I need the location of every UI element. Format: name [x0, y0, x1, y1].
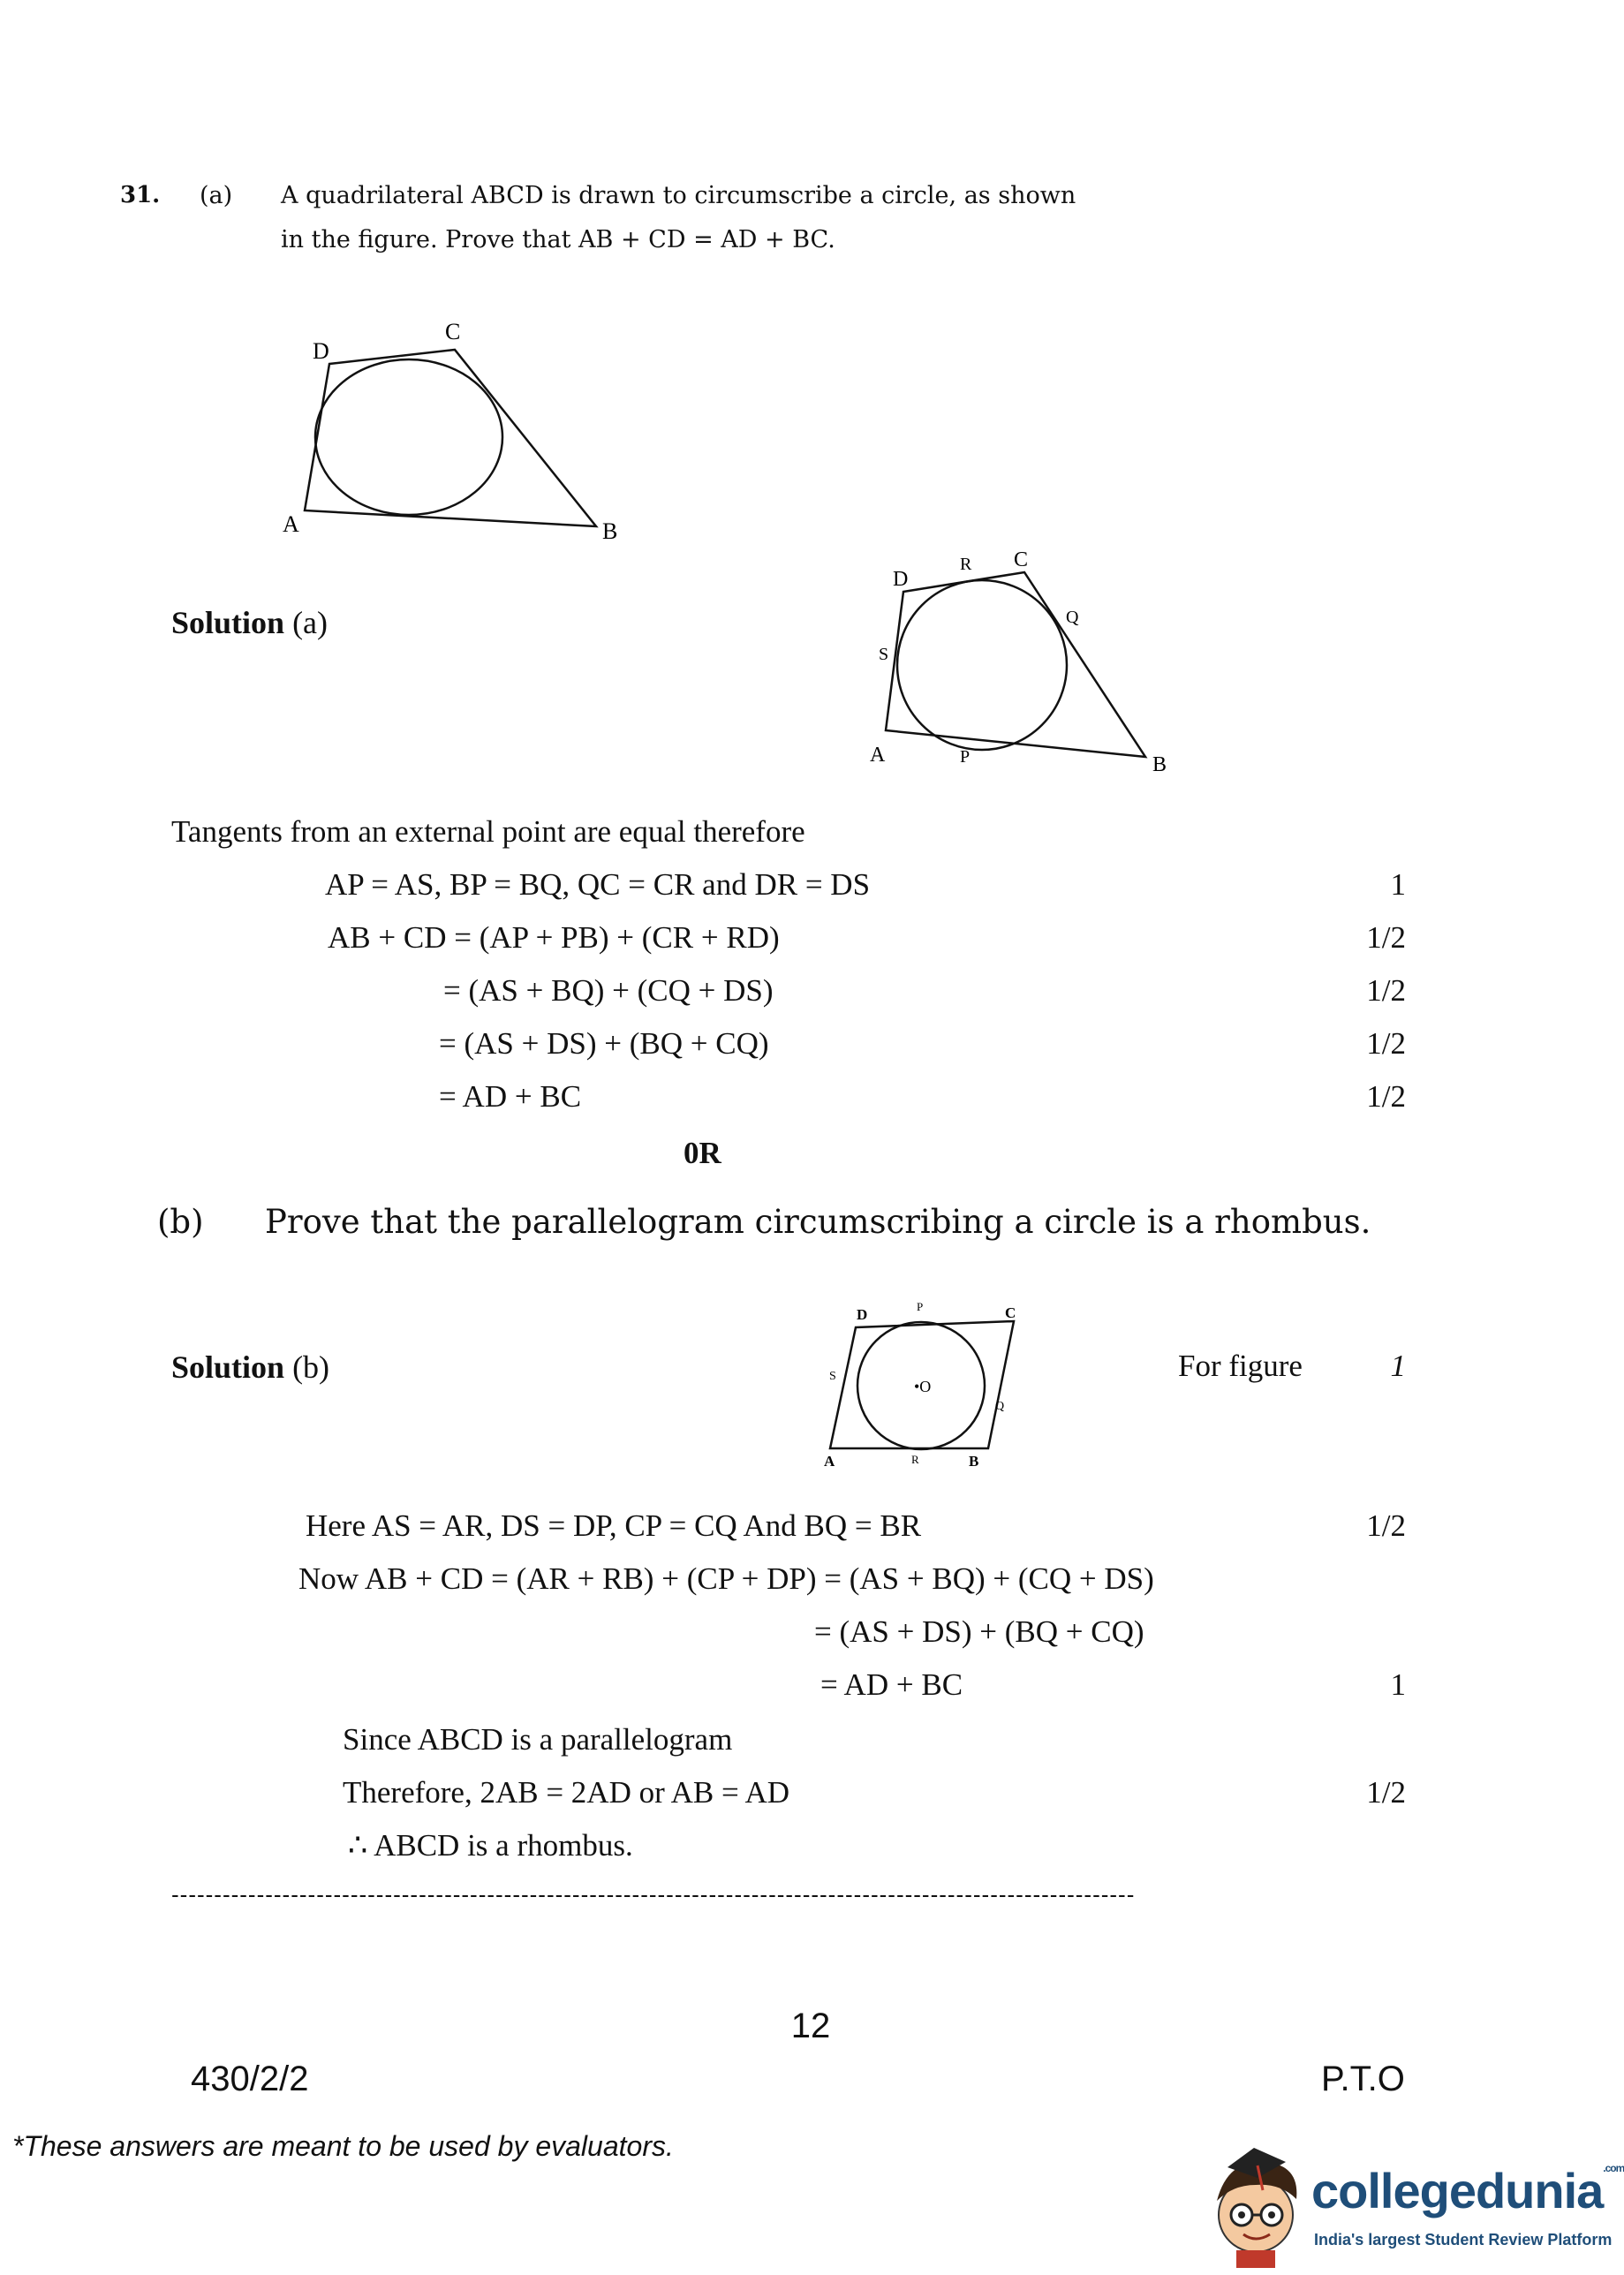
solution-a-intro: Tangents from an external point are equal therefore — [171, 814, 805, 849]
mascot-icon — [1201, 2144, 1316, 2268]
sol-b-label-q: Q — [995, 1400, 1005, 1413]
question-quadrilateral-figure — [265, 318, 653, 548]
brand-name-text: collegedunia — [1311, 2163, 1604, 2218]
solution-a-mark: 1/2 — [1366, 973, 1406, 1008]
sol-label-s: S — [879, 645, 889, 664]
solution-b-mark: 1/2 — [1366, 1508, 1406, 1543]
for-figure-mark: 1 — [1390, 1349, 1406, 1383]
figure-label-a: A — [283, 511, 299, 537]
evaluator-note: *These answers are meant to be used by evaluators. — [12, 2130, 674, 2162]
solution-b-heading — [171, 1349, 329, 1386]
brand-suffix: .com — [1603, 2162, 1624, 2174]
solution-a-heading — [171, 604, 328, 641]
solution-b-step: Since ABCD is a parallelogram — [343, 1722, 733, 1757]
solution-b-figure — [817, 1298, 1038, 1475]
solution-a-mark: 1 — [1390, 867, 1406, 902]
sol-b-label-a: A — [824, 1453, 835, 1470]
solution-a-step: = (AS + DS) + (BQ + CQ) — [439, 1026, 769, 1061]
figure-label-d: D — [313, 338, 329, 364]
solution-b-mark: 1 — [1390, 1667, 1406, 1702]
sol-label-p: P — [960, 747, 971, 767]
solution-a-title: Solution — [171, 605, 285, 640]
question-number: 31. — [120, 182, 161, 208]
solution-a-part: (a) — [292, 605, 329, 640]
solution-circle — [897, 580, 1067, 750]
solution-b-step: ∴ ABCD is a rhombus. — [348, 1828, 633, 1863]
solution-b-part: (b) — [292, 1349, 330, 1385]
solution-a-step: AP = AS, BP = BQ, QC = CR and DR = DS — [325, 867, 871, 902]
solution-b-step: Now AB + CD = (AR + RB) + (CP + DP) = (AS + BQ) + (CQ + DS) — [298, 1561, 1154, 1596]
solution-a-mark: 1/2 — [1366, 1079, 1406, 1114]
figure-label-c: C — [445, 319, 461, 344]
sol-label-q: Q — [1066, 608, 1079, 627]
solution-a-step: AB + CD = (AP + PB) + (CR + RD) — [328, 920, 780, 955]
sol-b-label-b: B — [969, 1453, 979, 1470]
question-part-a-text-line1: A quadrilateral ABCD is drawn to circumscribe a circle, as shown — [281, 182, 1076, 209]
for-figure-label: For figure — [1178, 1349, 1303, 1383]
solution-b-step: Here AS = AR, DS = DP, CP = CQ And BQ = BR — [306, 1508, 922, 1543]
question-part-a-text-line2: in the figure. Prove that AB + CD = AD + BC. — [281, 226, 835, 253]
solution-a-mark: 1/2 — [1366, 1026, 1406, 1061]
sol-label-b: B — [1152, 753, 1167, 776]
solution-b-mark: 1/2 — [1366, 1775, 1406, 1810]
sol-label-d: D — [893, 568, 909, 591]
inscribed-circle — [315, 359, 502, 515]
sol-b-label-d: D — [857, 1306, 868, 1323]
sol-b-label-c: C — [1005, 1304, 1016, 1321]
pto-label: P.T.O — [1321, 2060, 1405, 2098]
sol-b-label-r: R — [911, 1453, 919, 1466]
sol-b-label-p: P — [917, 1300, 924, 1313]
page-number: 12 — [790, 2007, 831, 2045]
or-separator: 0R — [684, 1136, 721, 1170]
paper-code: 430/2/2 — [191, 2060, 309, 2098]
sol-b-label-s: S — [829, 1370, 836, 1383]
question-part-b-text: Prove that the parallelogram circumscribing a circle is a rhombus. — [265, 1203, 1371, 1241]
brand-tagline: India's largest Student Review Platform — [1314, 2231, 1613, 2249]
question-part-b-label: (b) — [157, 1203, 204, 1241]
sol-b-label-center-o: •O — [914, 1378, 932, 1395]
sol-label-c: C — [1014, 548, 1029, 571]
sol-label-r: R — [960, 555, 972, 574]
solution-quadrilateral — [886, 572, 1145, 757]
section-divider: ----------------------------------------------------------------------------------------------------------------- — [171, 1881, 1136, 1908]
brand-logo — [1201, 2144, 1624, 2268]
solution-a-mark: 1/2 — [1366, 920, 1406, 955]
solution-a-step: = (AS + BQ) + (CQ + DS) — [443, 973, 774, 1008]
solution-b-step: Therefore, 2AB = 2AD or AB = AD — [343, 1775, 790, 1810]
question-part-a-label: (a) — [200, 182, 233, 209]
solution-a-figure — [861, 543, 1197, 782]
solution-a-step: = AD + BC — [439, 1079, 582, 1114]
figure-label-b: B — [602, 518, 618, 544]
solution-b-step: = (AS + DS) + (BQ + CQ) — [814, 1614, 1144, 1649]
quadrilateral-abcd — [305, 350, 596, 526]
solution-b-title: Solution — [171, 1349, 285, 1385]
brand-name — [1311, 2162, 1624, 2219]
solution-b-step: = AD + BC — [820, 1667, 963, 1702]
sol-label-a: A — [870, 744, 886, 767]
